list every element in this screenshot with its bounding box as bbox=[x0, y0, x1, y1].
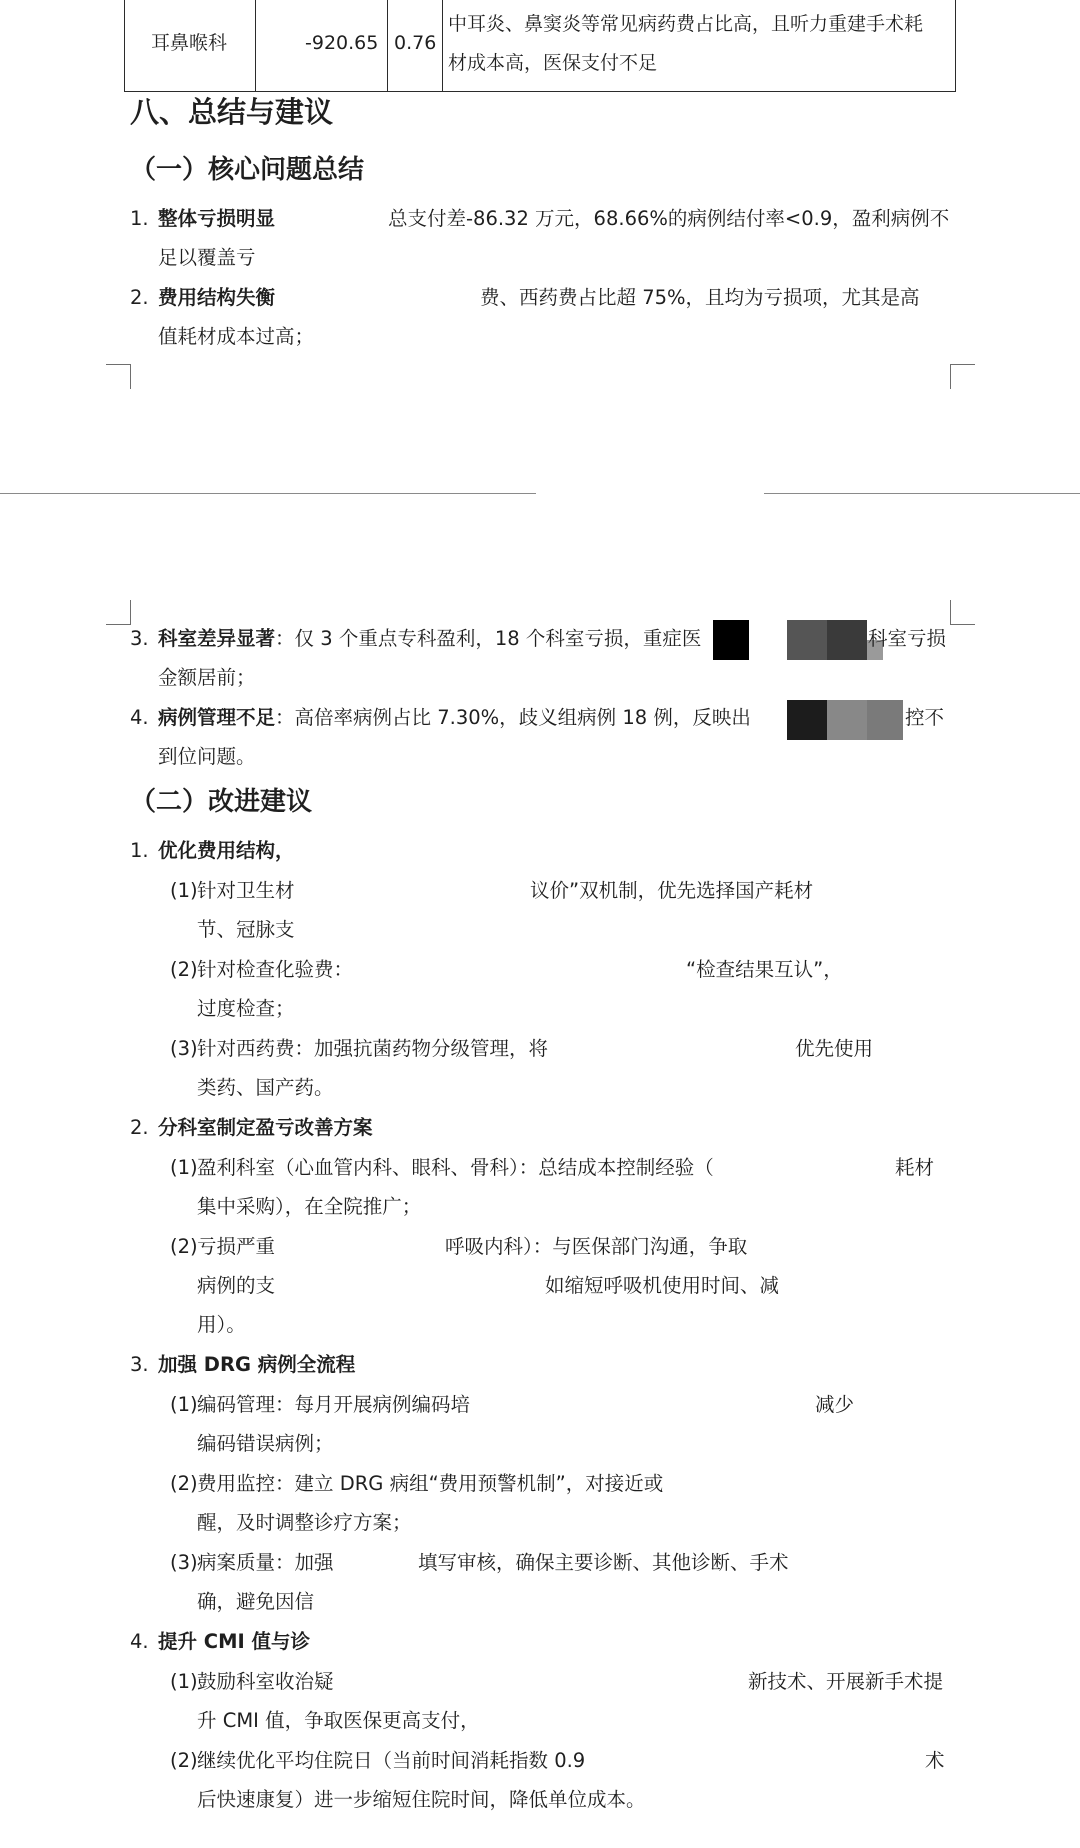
page-break-line-right bbox=[764, 493, 1080, 494]
suggestion-3-1-text-tail: 减少 bbox=[815, 1393, 855, 1416]
suggestion-2-1-text-cont: 集中采购），在全院推广； bbox=[197, 1195, 422, 1218]
suggestion-3-3-text: 病案质量：加强 bbox=[197, 1551, 334, 1574]
suggestion-2-2-text-cont-tail: 如缩短呼吸机使用时间、减 bbox=[545, 1274, 780, 1297]
list-number: 2. bbox=[130, 286, 149, 309]
summary-item-2-title: 费用结构失衡 bbox=[158, 286, 276, 309]
redaction-block bbox=[867, 700, 903, 740]
page-corner-mark bbox=[106, 600, 131, 625]
list-number: 4. bbox=[130, 1630, 149, 1653]
suggestion-2-1-text-tail: 耗材 bbox=[895, 1156, 935, 1179]
summary-item-4-text: 病例管理不足：高倍率病例占比 7.30%，歧义组病例 18 例，反映出 bbox=[158, 706, 751, 729]
page-break-line-left bbox=[0, 493, 536, 494]
sub-label: (3) bbox=[170, 1037, 198, 1060]
summary-item-3-text: 科室差异显著：仅 3 个重点专科盈利，18 个科室亏损，重症医 bbox=[158, 627, 702, 650]
page-corner-mark bbox=[950, 600, 975, 625]
suggestion-1-title: 优化费用结构， bbox=[158, 839, 295, 862]
table-divider-2 bbox=[387, 0, 388, 92]
suggestion-2-2-text-cont2: 用）。 bbox=[197, 1313, 246, 1336]
redaction-block bbox=[713, 620, 749, 660]
summary-item-3-text-cont: 金额居前； bbox=[158, 666, 256, 689]
table-border-left bbox=[124, 0, 125, 92]
section-heading: 八、总结与建议 bbox=[130, 95, 334, 129]
suggestion-1-2-text: 针对检查化验费： bbox=[197, 958, 354, 981]
redaction-block bbox=[787, 700, 827, 740]
suggestion-2-2-text-mid: 呼吸内科）：与医保部门沟通，争取 bbox=[445, 1235, 748, 1258]
suggestion-1-1-text-cont: 节、冠脉支 bbox=[197, 918, 295, 941]
sub-label: (3) bbox=[170, 1551, 198, 1574]
suggestion-4-title: 提升 CMI 值与诊 bbox=[158, 1630, 311, 1653]
redaction-block bbox=[827, 620, 867, 660]
suggestion-4-2-text: 继续优化平均住院日（当前时间消耗指数 0.9 bbox=[197, 1749, 586, 1772]
sub-label: (1) bbox=[170, 1393, 198, 1416]
suggestion-4-1-text-cont: 升 CMI 值，争取医保更高支付， bbox=[197, 1709, 480, 1732]
suggestion-2-2-text-cont: 病例的支 bbox=[197, 1274, 276, 1297]
suggestion-4-1-text: 鼓励科室收治疑 bbox=[197, 1670, 334, 1693]
suggestion-4-2-text-tail: 术 bbox=[925, 1749, 945, 1772]
suggestion-2-2-text: 亏损严重 bbox=[197, 1235, 276, 1258]
suggestion-1-2-text-tail: “检查结果互认”， bbox=[686, 958, 843, 981]
summary-item-4-text-tail: 控不 bbox=[905, 706, 945, 729]
summary-item-2-text-cont: 值耗材成本过高； bbox=[158, 325, 315, 348]
summary-item-3-text-tail: 科室亏损 bbox=[868, 627, 947, 650]
table-cell-amount: -920.65 bbox=[305, 32, 379, 54]
list-number: 3. bbox=[130, 627, 149, 650]
summary-item-1-text-cont: 足以覆盖亏 bbox=[158, 246, 256, 269]
summary-item-1-title: 整体亏损明显 bbox=[158, 207, 276, 230]
suggestion-4-2-text-cont: 后快速康复）进一步缩短住院时间，降低单位成本。 bbox=[197, 1788, 646, 1811]
page-corner-mark bbox=[106, 364, 131, 389]
table-divider-3 bbox=[442, 0, 443, 92]
suggestion-3-2-text-cont: 醒，及时调整诊疗方案； bbox=[197, 1511, 412, 1534]
suggestion-1-1-text: 针对卫生材 bbox=[197, 879, 295, 902]
sub-label: (1) bbox=[170, 1156, 198, 1179]
suggestion-2-1-text: 盈利科室（心血管内科、眼科、骨科）：总结成本控制经验（ bbox=[197, 1156, 714, 1179]
table-border-right bbox=[955, 0, 956, 92]
list-number: 4. bbox=[130, 706, 149, 729]
sub-label: (2) bbox=[170, 958, 198, 981]
subsection-heading-summary: （一）核心问题总结 bbox=[130, 155, 365, 185]
page-corner-mark bbox=[950, 364, 975, 389]
summary-item-1-text: 总支付差-86.32 万元，68.66%的病例结付率<0.9，盈利病例不 bbox=[388, 207, 950, 230]
list-number: 1. bbox=[130, 839, 149, 862]
suggestion-3-2-text: 费用监控：建立 DRG 病组“费用预警机制”，对接近或 bbox=[197, 1472, 664, 1495]
sub-label: (1) bbox=[170, 1670, 198, 1693]
suggestion-1-3-text: 针对西药费：加强抗菌药物分级管理，将 bbox=[197, 1037, 549, 1060]
suggestion-1-3-text-tail: 优先使用 bbox=[795, 1037, 874, 1060]
suggestion-3-1-text-cont: 编码错误病例； bbox=[197, 1432, 334, 1455]
sub-label: (2) bbox=[170, 1749, 198, 1772]
suggestion-4-1-text-tail: 新技术、开展新手术提 bbox=[748, 1670, 944, 1693]
table-divider-1 bbox=[255, 0, 256, 92]
table-cell-reason-line2: 材成本高，医保支付不足 bbox=[448, 52, 658, 74]
redaction-block bbox=[787, 620, 827, 660]
summary-item-4-text-cont: 到位问题。 bbox=[158, 745, 256, 768]
list-number: 3. bbox=[130, 1353, 149, 1376]
suggestion-3-3-text-cont: 确，避免因信 bbox=[197, 1590, 315, 1613]
table-cell-reason-line1: 中耳炎、鼻窦炎等常见病药费占比高，且听力重建手术耗 bbox=[448, 13, 924, 35]
list-number: 1. bbox=[130, 207, 149, 230]
suggestion-3-1-text: 编码管理：每月开展病例编码培 bbox=[197, 1393, 471, 1416]
subsection-heading-suggestions: （二）改进建议 bbox=[130, 787, 313, 817]
suggestion-1-3-text-cont: 类药、国产药。 bbox=[197, 1076, 334, 1099]
suggestion-1-1-text-tail: 议价”双机制，优先选择国产耗材 bbox=[530, 879, 814, 902]
redaction-block bbox=[827, 700, 867, 740]
table-cell-ratio: 0.76 bbox=[394, 32, 437, 54]
suggestion-3-3-text-mid: 填写审核，确保主要诊断、其他诊断、手术 bbox=[418, 1551, 789, 1574]
sub-label: (2) bbox=[170, 1235, 198, 1258]
sub-label: (2) bbox=[170, 1472, 198, 1495]
summary-item-2-text: 费、西药费占比超 75%，且均为亏损项，尤其是高 bbox=[480, 286, 920, 309]
sub-label: (1) bbox=[170, 879, 198, 902]
table-cell-dept: 耳鼻喉科 bbox=[151, 32, 228, 54]
list-number: 2. bbox=[130, 1116, 149, 1139]
suggestion-1-2-text-cont: 过度检查； bbox=[197, 997, 295, 1020]
suggestion-3-title: 加强 DRG 病例全流程 bbox=[158, 1353, 356, 1376]
suggestion-2-title: 分科室制定盈亏改善方案 bbox=[158, 1116, 373, 1139]
